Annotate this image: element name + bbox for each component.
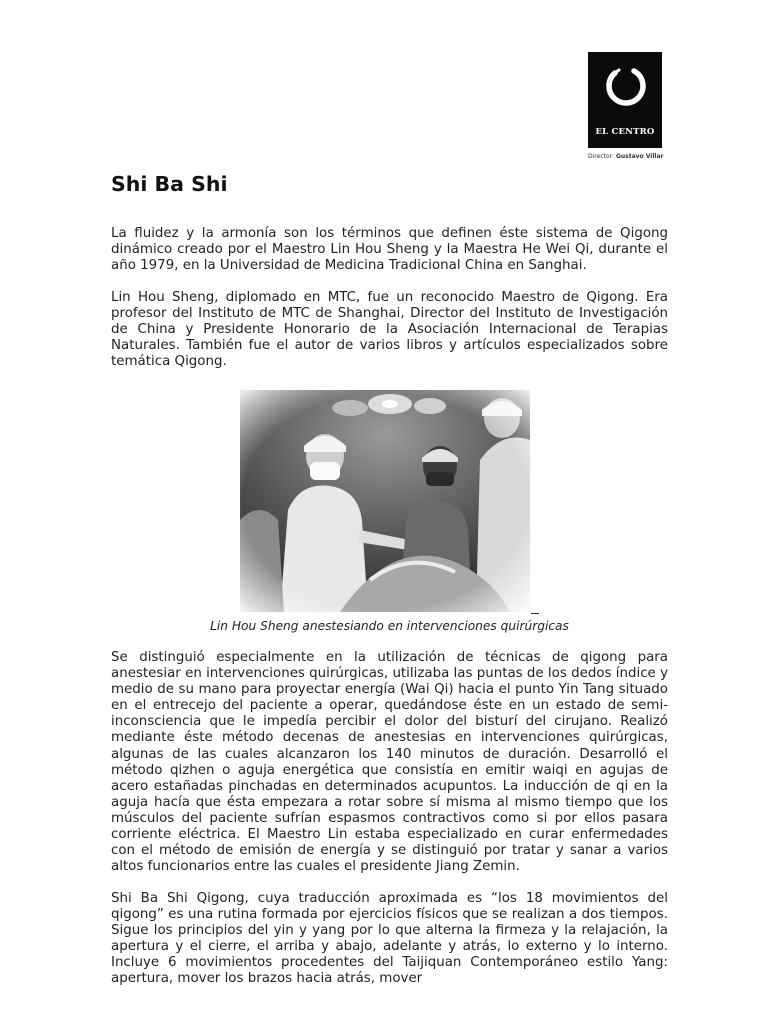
page-title: Shi Ba Shi — [111, 172, 228, 196]
paragraph-shi-ba-shi: Shi Ba Shi Qigong, cuya traducción aproximada es “los 18 movimientos del qigong” es una rutina formada por ejercicios físicos que se realizan a dos tiempos. Sigue los principios del yin y yang por lo que alterna la firmeza y la relajación, la apertura y el cierre, el arriba y abajo, adelante y atrás, lo externo y lo interno. Incluye 6 movimientos procedentes del Taijiquan Contemporáneo estilo Yang: apertura, mover los brazos hacia atrás, mover — [111, 891, 668, 987]
director-credit — [588, 153, 664, 160]
paragraph-anesthesia: Se distinguió especialmente en la utilización de técnicas de qigong para anestesiar en intervenciones quirúrgicas, utilizaba las puntas de los dedos índice y medio de su mano para proyectar energía (Wai Qi) hacia el punto Yin Tang situado en el entrecejo del paciente a operar, quedándose éste en un estado de semi-inconsciencia que le impedía percibir el dolor del bisturí del cirujano. Realizó mediante éste método decenas de anestesias en intervenciones quirúrgicas, algunas de las cuales alcanzaron los 140 minutos de duración. Desarrolló el método qizhen o aguja energética que consistía en emitir waiqi en agujas de acero estañadas pinchadas en determinados acupuntos. La inducción de qi en la aguja hacía que ésta empezara a rotar sobre sí misma al mismo tiempo que los músculos del paciente sufrían espasmos contractivos como si por ellos pasara corriente eléctrica. El Maestro Lin estaba especializado en curar enfermedades con el método de emisión de energía y se distinguió por tratar y sanar a varios altos funcionarios entre las cuales el presidente Jiang Zemin. — [111, 650, 668, 875]
logo-text: EL CENTRO — [595, 127, 655, 137]
photo-mark — [531, 613, 539, 614]
photo-caption: Lin Hou Sheng anestesiando en intervenciones quirúrgicas — [210, 619, 569, 633]
paragraph-biography: Lin Hou Sheng, diplomado en MTC, fue un reconocido Maestro de Qigong. Era profesor del Instituto de MTC de Shanghai, Director del Instituto de Investigación de China y Presidente Honorario de la Asociación Internacional de Terapias Naturales. También fue el autor de varios libros y artículos especializados sobre temática Qigong. — [111, 290, 668, 370]
director-label: Director: — [588, 153, 615, 160]
director-name: Gustavo Villar — [615, 153, 664, 160]
surgery-photo — [240, 390, 530, 612]
el-centro-logo — [588, 52, 662, 148]
paragraph-intro: La fluidez y la armonía son los términos que definen éste sistema de Qigong dinámico creado por el Maestro Lin Hou Sheng y la Maestra He Wei Qi, durante el año 1979, en la Universidad de Medicina Tradicional China en Sanghai. — [111, 226, 668, 274]
